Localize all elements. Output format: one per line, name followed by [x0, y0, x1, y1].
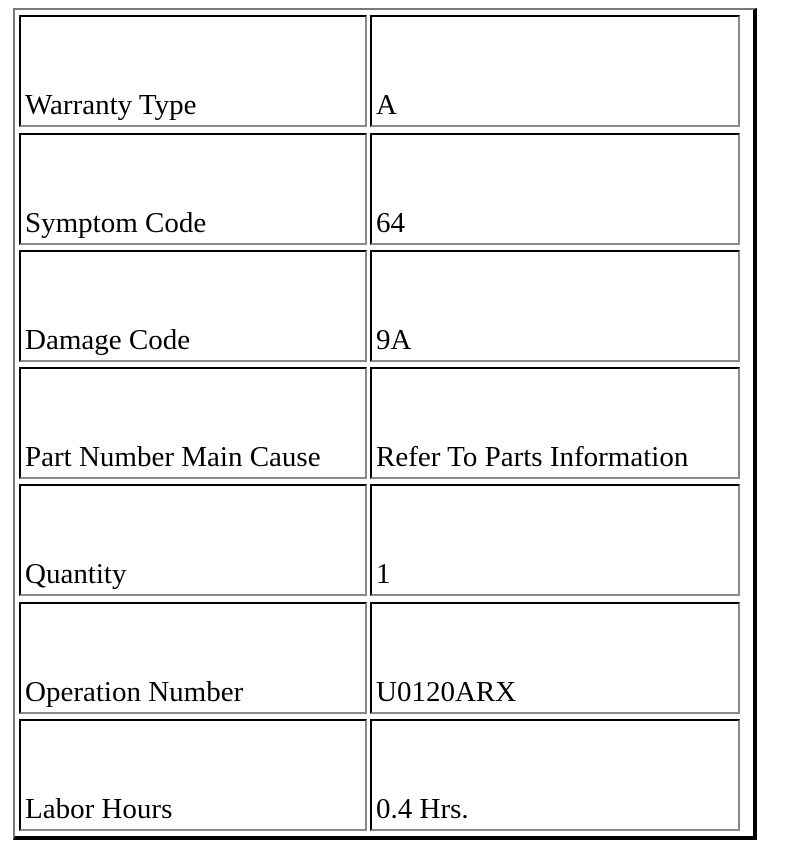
row-label: Symptom Code [25, 206, 207, 239]
table-row [19, 601, 740, 718]
table-row [19, 250, 740, 367]
row-value: Refer To Parts Information [376, 441, 689, 474]
row-value: A [376, 89, 397, 122]
row-value-cell [370, 133, 740, 245]
row-label: Quantity [25, 558, 127, 591]
row-value-cell [370, 367, 740, 479]
row-value-cell [370, 484, 740, 596]
row-label: Operation Number [25, 675, 244, 708]
row-value: 9A [376, 323, 412, 356]
row-label: Warranty Type [25, 89, 197, 122]
row-label-cell [19, 250, 367, 362]
table-row [19, 719, 740, 836]
warranty-claim-grid [19, 15, 740, 836]
row-value-cell [370, 15, 740, 127]
row-value: 64 [376, 206, 405, 239]
warranty-claim-table [13, 8, 757, 840]
table-row [19, 484, 740, 601]
row-label-cell [19, 484, 367, 596]
table-row [19, 132, 740, 249]
row-value: 1 [376, 558, 391, 591]
row-label-cell [19, 15, 367, 127]
row-label: Labor Hours [25, 793, 173, 826]
row-value-cell [370, 250, 740, 362]
row-label-cell [19, 719, 367, 831]
row-value-cell [370, 719, 740, 831]
row-value: 0.4 Hrs. [376, 793, 469, 826]
row-label-cell [19, 133, 367, 245]
row-label: Damage Code [25, 323, 191, 356]
row-label-cell [19, 367, 367, 479]
row-value-cell [370, 602, 740, 714]
table-row [19, 15, 740, 132]
row-label-cell [19, 602, 367, 714]
row-label: Part Number Main Cause [25, 441, 321, 474]
table-row [19, 367, 740, 484]
row-value: U0120ARX [376, 675, 517, 708]
